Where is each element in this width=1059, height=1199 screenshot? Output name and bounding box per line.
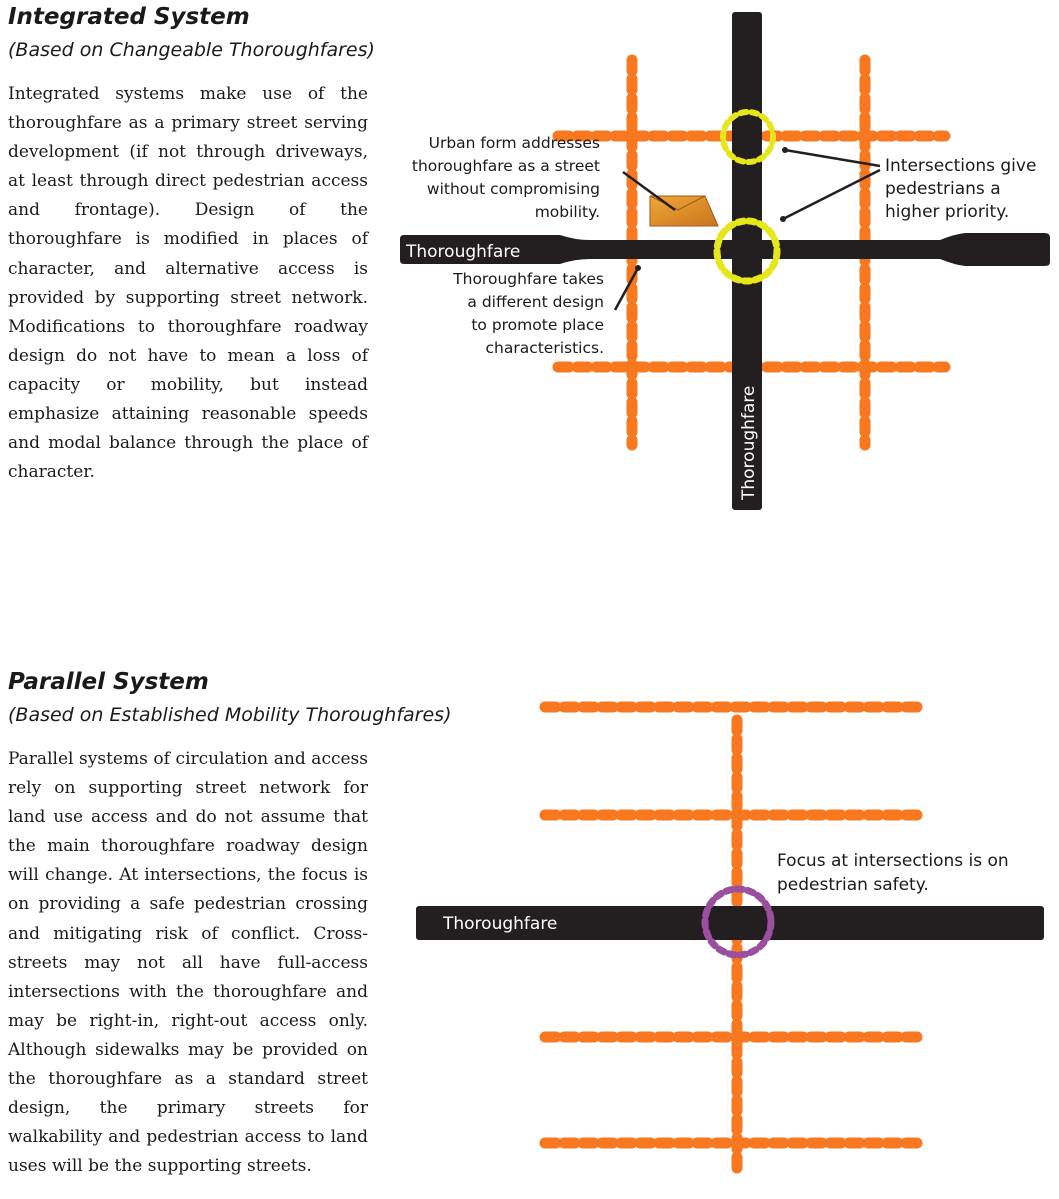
parallel-subtitle: (Based on Established Mobility Thoroughfares) (8, 704, 452, 726)
svg-text:pedestrians a: pedestrians a (885, 179, 1001, 199)
parallel-road-label: Thoroughfare (443, 914, 558, 934)
parallel-diagram (416, 707, 1044, 1172)
integrated-subtitle: (Based on Changeable Thoroughfares) (8, 39, 375, 61)
svg-text:characteristics.: characteristics. (485, 339, 604, 357)
svg-text:pedestrian safety.: pedestrian safety. (777, 875, 929, 895)
svg-text:Thoroughfare takes: Thoroughfare takes (453, 270, 604, 288)
callout-intersections (885, 156, 1036, 222)
svg-text:Urban form addresses: Urban form addresses (428, 134, 600, 152)
svg-text:to promote place: to promote place (471, 316, 604, 334)
parallel-body: Parallel systems of circulation and access rely on supporting street network for land use access and do not assume that the main thoroughfare roadway design will change. At intersections, the focus is on providing a safe pedestrian crossing and mitigating risk of conflict. Cross-streets may not all have full-access intersections with the thoroughfare and may be right-in, right-out access only. Although sidewalks may be provided on the thoroughfare as a standard street design, the primary streets for walkability and pedestrian access to land uses will be the supporting streets. (8, 749, 368, 1177)
svg-text:a different design: a different design (467, 293, 604, 311)
callout-focus (777, 851, 1009, 895)
integrated-title: Integrated System (8, 4, 250, 30)
integrated-diagram (400, 12, 1050, 510)
svg-text:higher priority.: higher priority. (885, 202, 1010, 222)
integrated-horizontal-road-label: Thoroughfare (406, 242, 521, 262)
svg-text:Focus at intersections is on: Focus at intersections is on (777, 851, 1009, 871)
callout-design (452, 270, 604, 357)
integrated-vertical-road-label: Thoroughfare (739, 385, 759, 500)
svg-text:Intersections give: Intersections give (885, 156, 1037, 176)
svg-text:mobility.: mobility. (534, 203, 600, 221)
parallel-title: Parallel System (8, 669, 209, 695)
svg-text:thoroughfare as a street: thoroughfare as a street (411, 157, 600, 175)
callout-urban-form (412, 134, 600, 221)
svg-text:without compromising: without compromising (426, 180, 600, 198)
integrated-body: Integrated systems make use of the thoroughfare as a primary street serving development (if not through driveways, at least through direct pedestrian access and frontage). Design of the thoroughfare is modified in places of character, and alternative access is provided by supporting street network. Modifications to thoroughfare roadway design do not have to mean a loss of capacity or mobility, but instead emphasize attaining reasonable speeds and modal balance through the place of character. (8, 84, 368, 483)
